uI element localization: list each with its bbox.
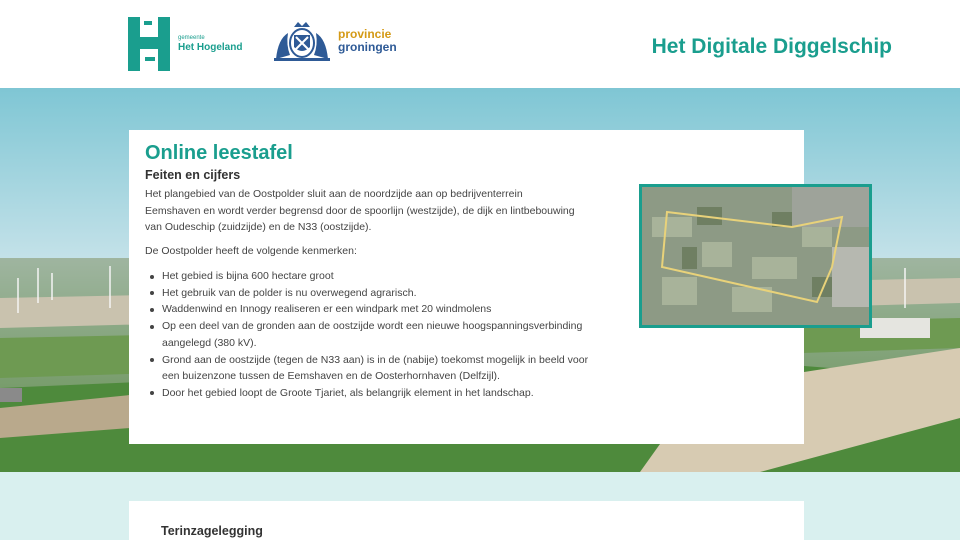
- page-title: Online leestafel: [145, 142, 293, 164]
- lead-paragraph: De Oostpolder heeft de volgende kenmerken:: [145, 244, 357, 257]
- section-title-terinzagelegging: Terinzagelegging: [161, 524, 263, 538]
- provincie-crest-icon: [270, 19, 334, 63]
- gemeente-het-hogeland-logo[interactable]: [128, 16, 246, 72]
- site-title[interactable]: Het Digitale Diggelschip: [651, 35, 892, 58]
- list-item: Het gebruik van de polder is nu overwegend agrarisch.: [145, 285, 605, 302]
- logo-provincie-line2: groningen: [338, 40, 397, 54]
- section-subtitle: Feiten en cijfers: [145, 168, 241, 182]
- hogeland-h-icon: [128, 17, 172, 71]
- logo-provincie-line1: provincie: [338, 27, 392, 41]
- intro-paragraph: Het plangebied van de Oostpolder sluit aan de noordzijde aan op bedrijventerrein Eemshaven en wordt verder begrensd door de spoorlijn (westzijde), de dijk en lintbebouwing van Oudeschip (zuidzijde) en de N33 (oostzijde).: [145, 188, 575, 233]
- terinzagelegging-card: [129, 501, 804, 540]
- logo-gemeente-name: Het Hogeland: [178, 41, 243, 53]
- aerial-map-oostpolder[interactable]: [639, 184, 872, 328]
- list-item: Op een deel van de gronden aan de oostzijde wordt een nieuwe hoogspanningsverbinding aangelegd (380 kV).: [145, 318, 605, 351]
- list-item: Grond aan de oostzijde (tegen de N33 aan) is in de (nabije) toekomst mogelijk in beeld voor een buizenzone tussen de Eemshaven en de Oosterhornhaven (Delfzijl).: [145, 352, 605, 385]
- provincie-groningen-logo[interactable]: [270, 18, 410, 64]
- kenmerken-list: [145, 268, 605, 402]
- list-item: Waddenwind en Innogy realiseren er een windpark met 20 windmolens: [145, 301, 605, 318]
- list-item: Door het gebied loopt de Groote Tjariet, als belangrijk element in het landschap.: [145, 385, 605, 402]
- online-leestafel-card: [129, 130, 804, 444]
- logo-gemeente-label: gemeente: [178, 34, 205, 41]
- site-header: [0, 0, 960, 88]
- list-item: Het gebied is bijna 600 hectare groot: [145, 268, 605, 285]
